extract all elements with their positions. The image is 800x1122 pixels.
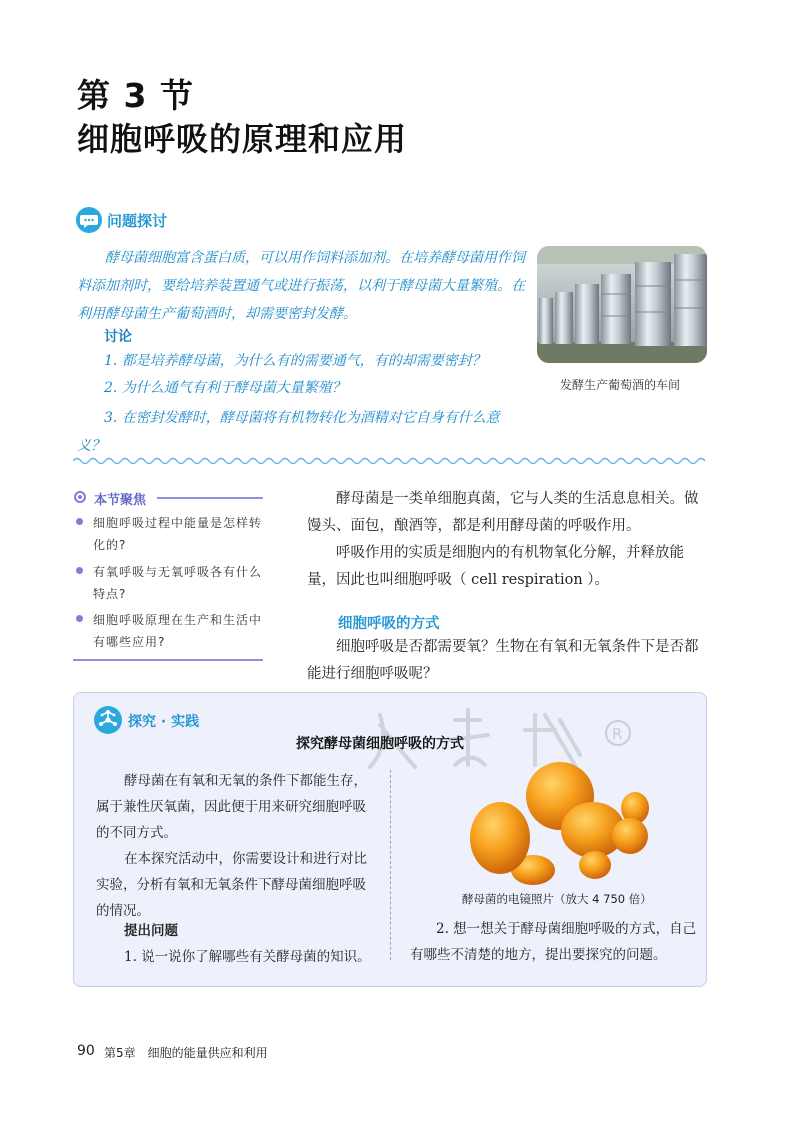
focus-rule-bottom (73, 659, 263, 661)
explore-question-2: 2. 想一想关于酵母菌细胞呼吸的方式，自己有哪些不清楚的地方，提出要探究的问题。 (410, 921, 697, 963)
yeast-photo-caption: 酵母菌的电镜照片（放大 4 750 倍） (462, 892, 652, 906)
winery-photo-caption: 发酵生产葡萄酒的车间 (560, 378, 681, 392)
chapter-footer: 第5章 细胞的能量供应和利用 (104, 1046, 268, 1060)
explore-question-1: 1. 说一说你了解哪些有关酵母菌的知识。 (124, 949, 371, 965)
subsection-heading: 细胞呼吸的方式 (338, 616, 440, 632)
svg-text:R: R (612, 725, 623, 743)
section-number: 第 3 节 (77, 76, 194, 115)
discussion-item-1: 1. 都是培养酵母菌，为什么有的需要通气，有的却需要密封？ (104, 353, 486, 369)
column-divider (390, 770, 391, 960)
ask-question-label: 提出问题 (124, 923, 178, 939)
main-paragraph-3: 细胞呼吸是否都需要氧？生物在有氧和无氧条件下是否都能进行细胞呼吸呢？ (307, 639, 699, 682)
page-number: 90 (77, 1043, 95, 1059)
winery-photo (537, 246, 707, 363)
explore-paragraph-1: 酵母菌在有氧和无氧的条件下都能生存，属于兼性厌氧菌，因此便于用来研究细胞呼吸的不同方式。 (96, 773, 367, 841)
chat-bubble-icon (76, 207, 102, 233)
explore-title: 探究酵母菌细胞呼吸的方式 (296, 736, 464, 752)
target-icon (74, 491, 86, 503)
question-heading: 问题探讨 (107, 212, 168, 230)
focus-rule-top (157, 497, 263, 499)
wave-divider (73, 456, 709, 466)
explore-label: 探究 · 实践 (128, 714, 200, 730)
question-paragraph: 酵母菌细胞富含蛋白质，可以用作饲料添加剂。在培养酵母菌用作饲料添加剂时，要给培养装置通气或进行振荡，以利于酵母菌大量繁殖。在利用酵母菌生产葡萄酒时，却需要密封发酵。 (77, 250, 525, 322)
discussion-item-3: 3. 在密封发酵时，酵母菌将有机物转化为酒精对它自身有什么意义？ (77, 410, 500, 454)
bullet-dot-icon (76, 615, 83, 622)
discuss-label: 讨论 (104, 329, 132, 345)
section-title: 细胞呼吸的原理和应用 (77, 120, 408, 158)
explore-paragraph-2: 在本探究活动中，你需要设计和进行对比实验，分析有氧和无氧条件下酵母菌细胞呼吸的情况。 (96, 851, 367, 919)
focus-item-3: 细胞呼吸原理在生产和生活中有哪些应用? (93, 613, 263, 649)
bullet-dot-icon (76, 518, 83, 525)
focus-title: 本节聚焦 (94, 493, 147, 508)
focus-item-1: 细胞呼吸过程中能量是怎样转化的? (93, 516, 263, 552)
main-paragraph-1: 酵母菌是一类单细胞真菌，它与人类的生活息息相关。做馒头、面包，酿酒等，都是利用酵母菌的呼吸作用。 (307, 491, 699, 534)
discussion-item-2: 2. 为什么通气有利于酵母菌大量繁殖？ (104, 380, 346, 396)
yeast-micrograph (445, 760, 665, 885)
main-paragraph-2: 呼吸作用的实质是细胞内的有机物氧化分解，并释放能量，因此也叫细胞呼吸（ cell respiration ）。 (307, 545, 684, 588)
molecule-network-icon (94, 706, 122, 734)
focus-item-2: 有氧呼吸与无氧呼吸各有什么特点? (93, 565, 263, 601)
bullet-dot-icon (76, 567, 83, 574)
